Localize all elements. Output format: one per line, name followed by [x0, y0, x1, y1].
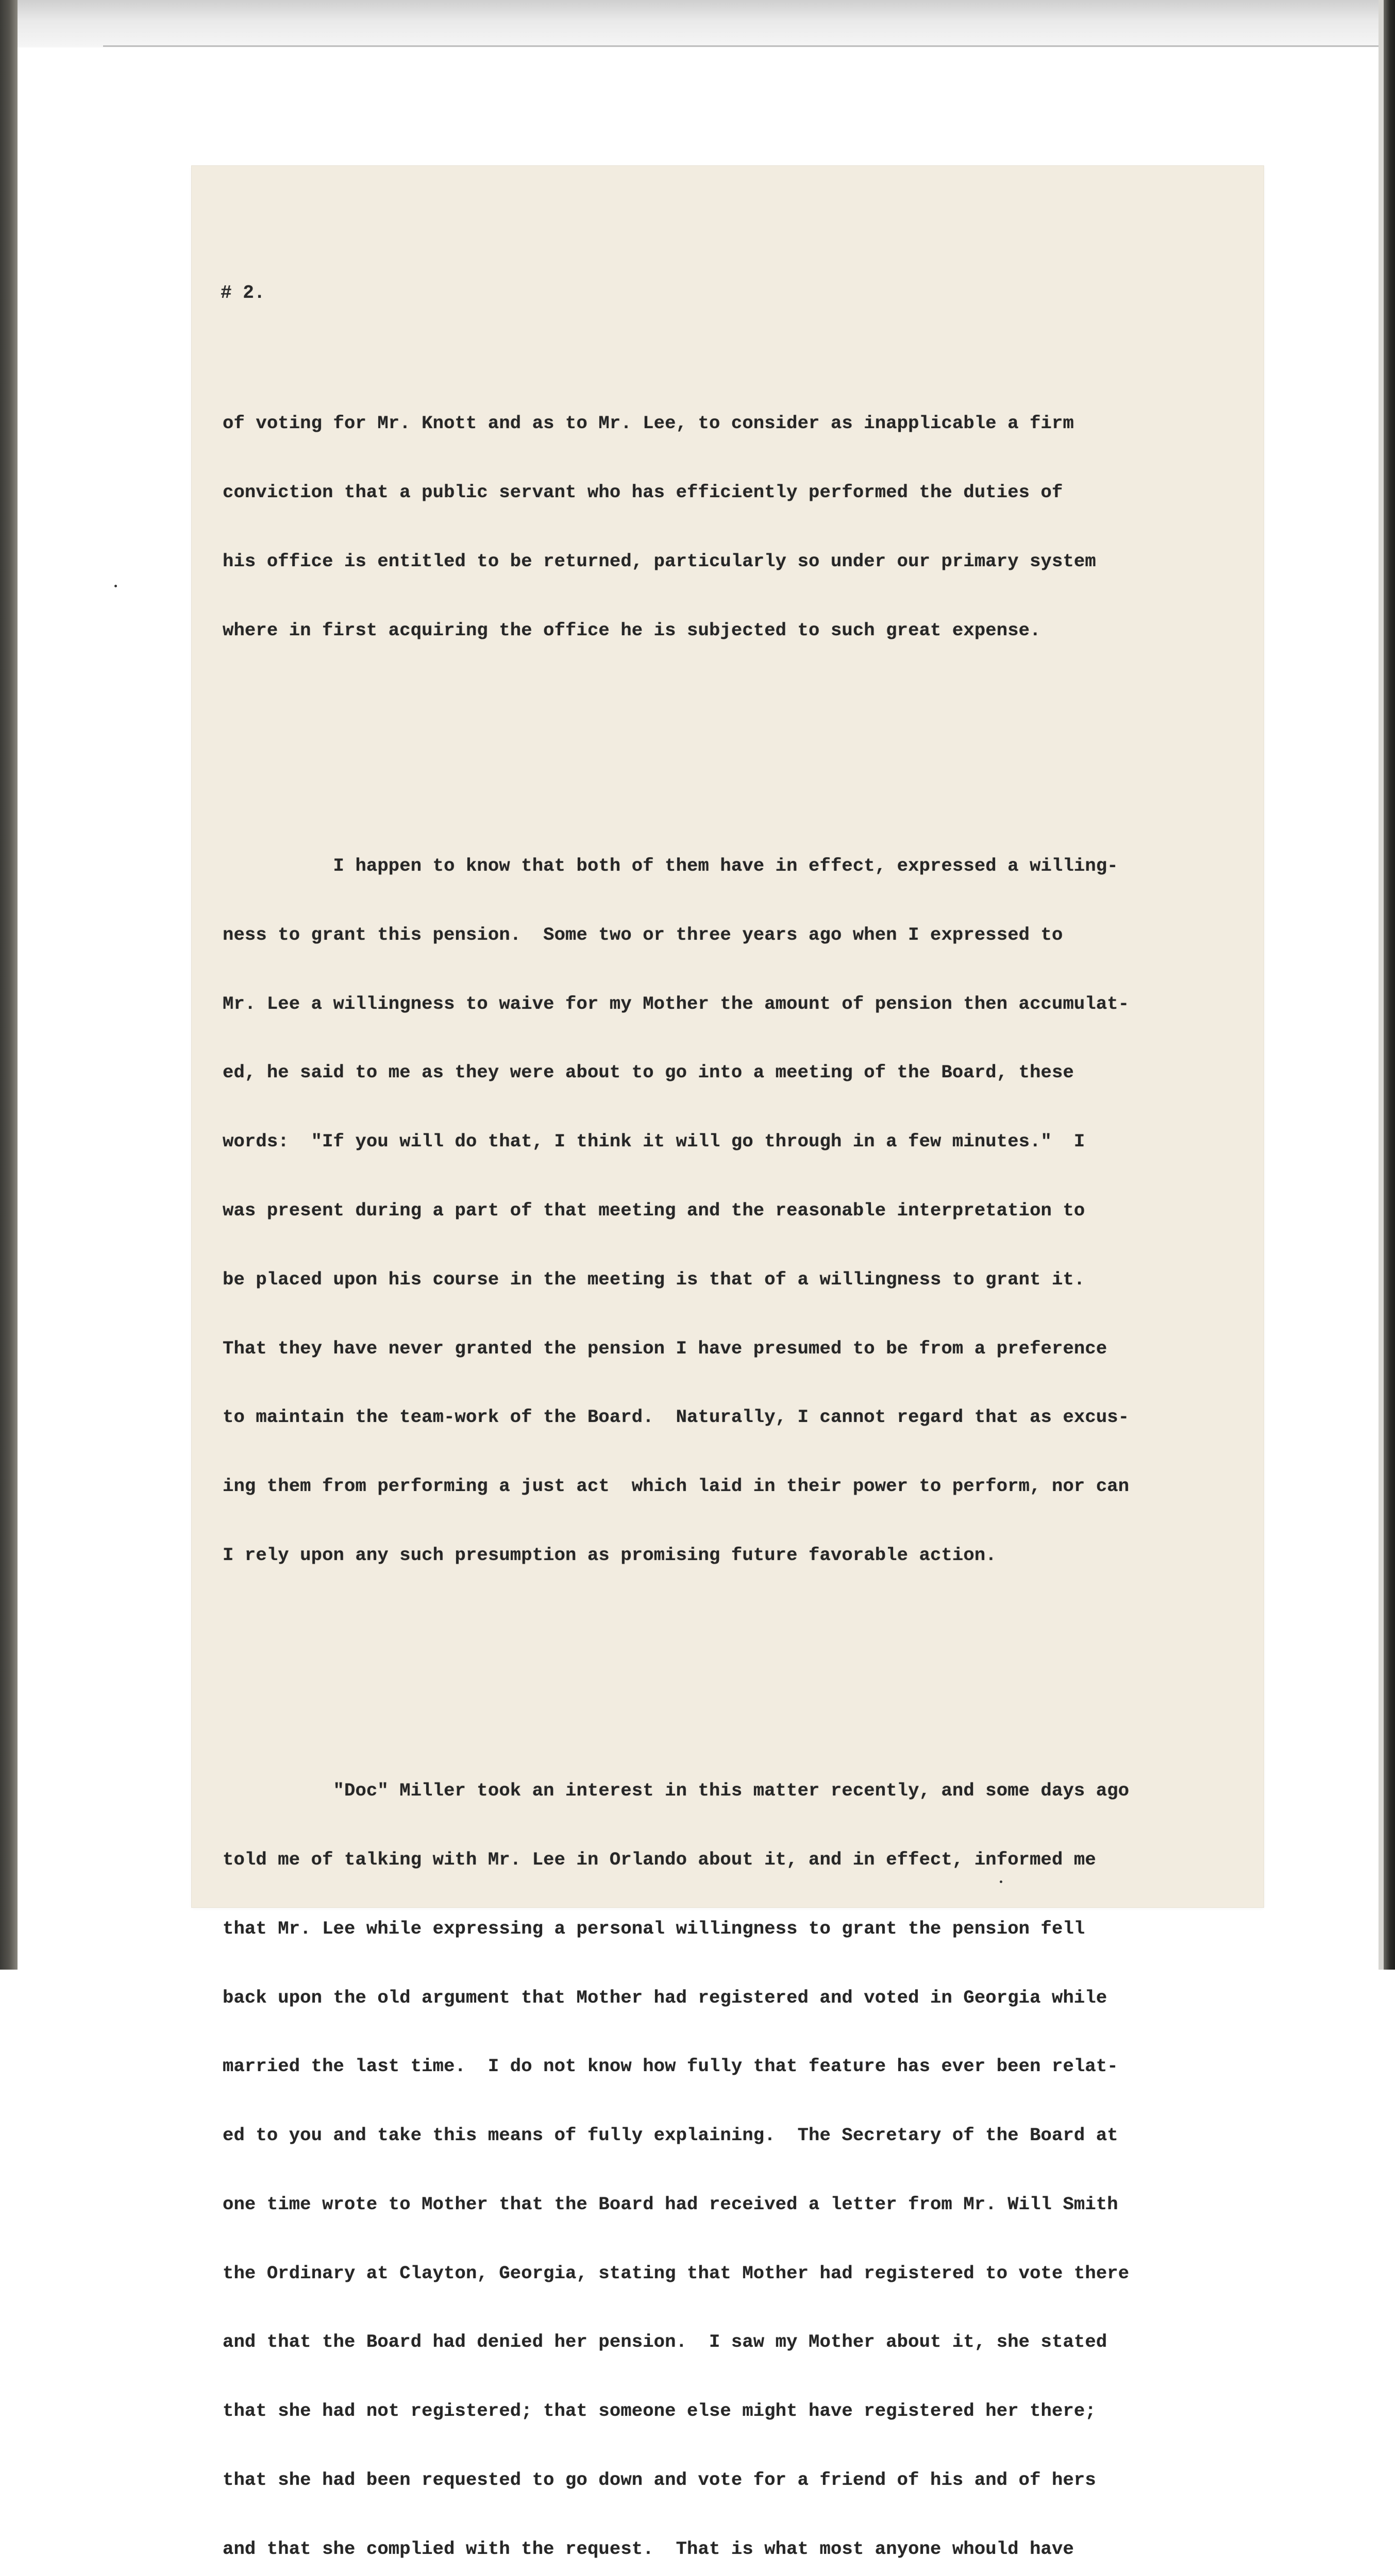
text-line: back upon the old argument that Mother had registered and voted in Georgia while [223, 1987, 1107, 2008]
text-line: be placed upon his course in the meeting is that of a willingness to grant it. [223, 1268, 1085, 1290]
text-line: I happen to know that both of them have in effect, expressed a willing- [223, 855, 1118, 877]
text-line: ed to you and take this means of fully explaining. The Secretary of the Board at [223, 2125, 1118, 2146]
text-line: ing them from performing a just act which laid in their power to perform, nor can [223, 1476, 1130, 1497]
paragraph-1 [223, 366, 1253, 688]
text-line: "Doc" Miller took an interest in this matter recently, and some days ago [223, 1780, 1130, 1802]
scanner-top-line [103, 45, 1395, 47]
text-line: words: "If you will do that, I think it will go through in a few minutes." I [223, 1131, 1085, 1153]
text-line: I rely upon any such presumption as promising future favorable action. [223, 1544, 997, 1566]
text-line: Mr. Lee a willingness to waive for my Mother the amount of pension then accumulat- [223, 993, 1130, 1014]
dust-speck [1000, 1880, 1002, 1883]
text-line: conviction that a public servant who has efficiently performed the duties of [223, 482, 1063, 503]
text-line: That they have never granted the pension I have presumed to be from a preference [223, 1337, 1107, 1359]
text-line: his office is entitled to be returned, particularly so under our primary system [223, 550, 1096, 572]
text-line: that Mr. Lee while expressing a personal willingness to grant the pension fell [223, 1918, 1085, 1939]
text-line: the Ordinary at Clayton, Georgia, stating that Mother had registered to vote there [223, 2262, 1130, 2284]
scanner-left-edge [0, 0, 18, 1970]
scanner-right-edge [1384, 0, 1395, 1970]
text-line: to maintain the team-work of the Board. Naturally, I cannot regard that as excus- [223, 1406, 1130, 1428]
text-line: and that the Board had denied her pension. I saw my Mother about it, she stated [223, 2331, 1107, 2353]
text-line: of voting for Mr. Knott and as to Mr. Lee, to consider as inapplicable a firm [223, 413, 1074, 434]
text-line: was present during a part of that meeting and the reasonable interpretation to [223, 1199, 1085, 1221]
text-line: that she had not registered; that someone else might have registered her there; [223, 2400, 1096, 2422]
paragraph-2 [223, 809, 1253, 1613]
text-line: ness to grant this pension. Some two or three years ago when I expressed to [223, 924, 1063, 945]
scanner-right-margin [1379, 0, 1384, 1970]
text-line: one time wrote to Mother that the Board had received a letter from Mr. Will Smith [223, 2193, 1118, 2215]
paragraph-gap [223, 1659, 1253, 1688]
text-line: ed, he said to me as they were about to go into a meeting of the Board, these [223, 1062, 1074, 1083]
page-number: # 2. [221, 282, 265, 303]
paragraph-3 [223, 1734, 1253, 2576]
scanner-top-edge [18, 0, 1395, 47]
text-line: that she had been requested to go down and vote for a friend of his and of hers [223, 2469, 1096, 2491]
text-line: married the last time. I do not know how fully that feature has ever been relat- [223, 2056, 1118, 2077]
text-line: told me of talking with Mr. Lee in Orlando about it, and in effect, informed me [223, 1849, 1096, 1870]
letter-body [223, 320, 1253, 2576]
paragraph-gap [223, 734, 1253, 763]
letter-page [192, 166, 1264, 2560]
text-line: and that she complied with the request. That is what most anyone whould have [223, 2538, 1074, 2560]
text-line: where in first acquiring the office he is subjected to such great expense. [223, 619, 1041, 641]
dust-speck [114, 585, 117, 587]
